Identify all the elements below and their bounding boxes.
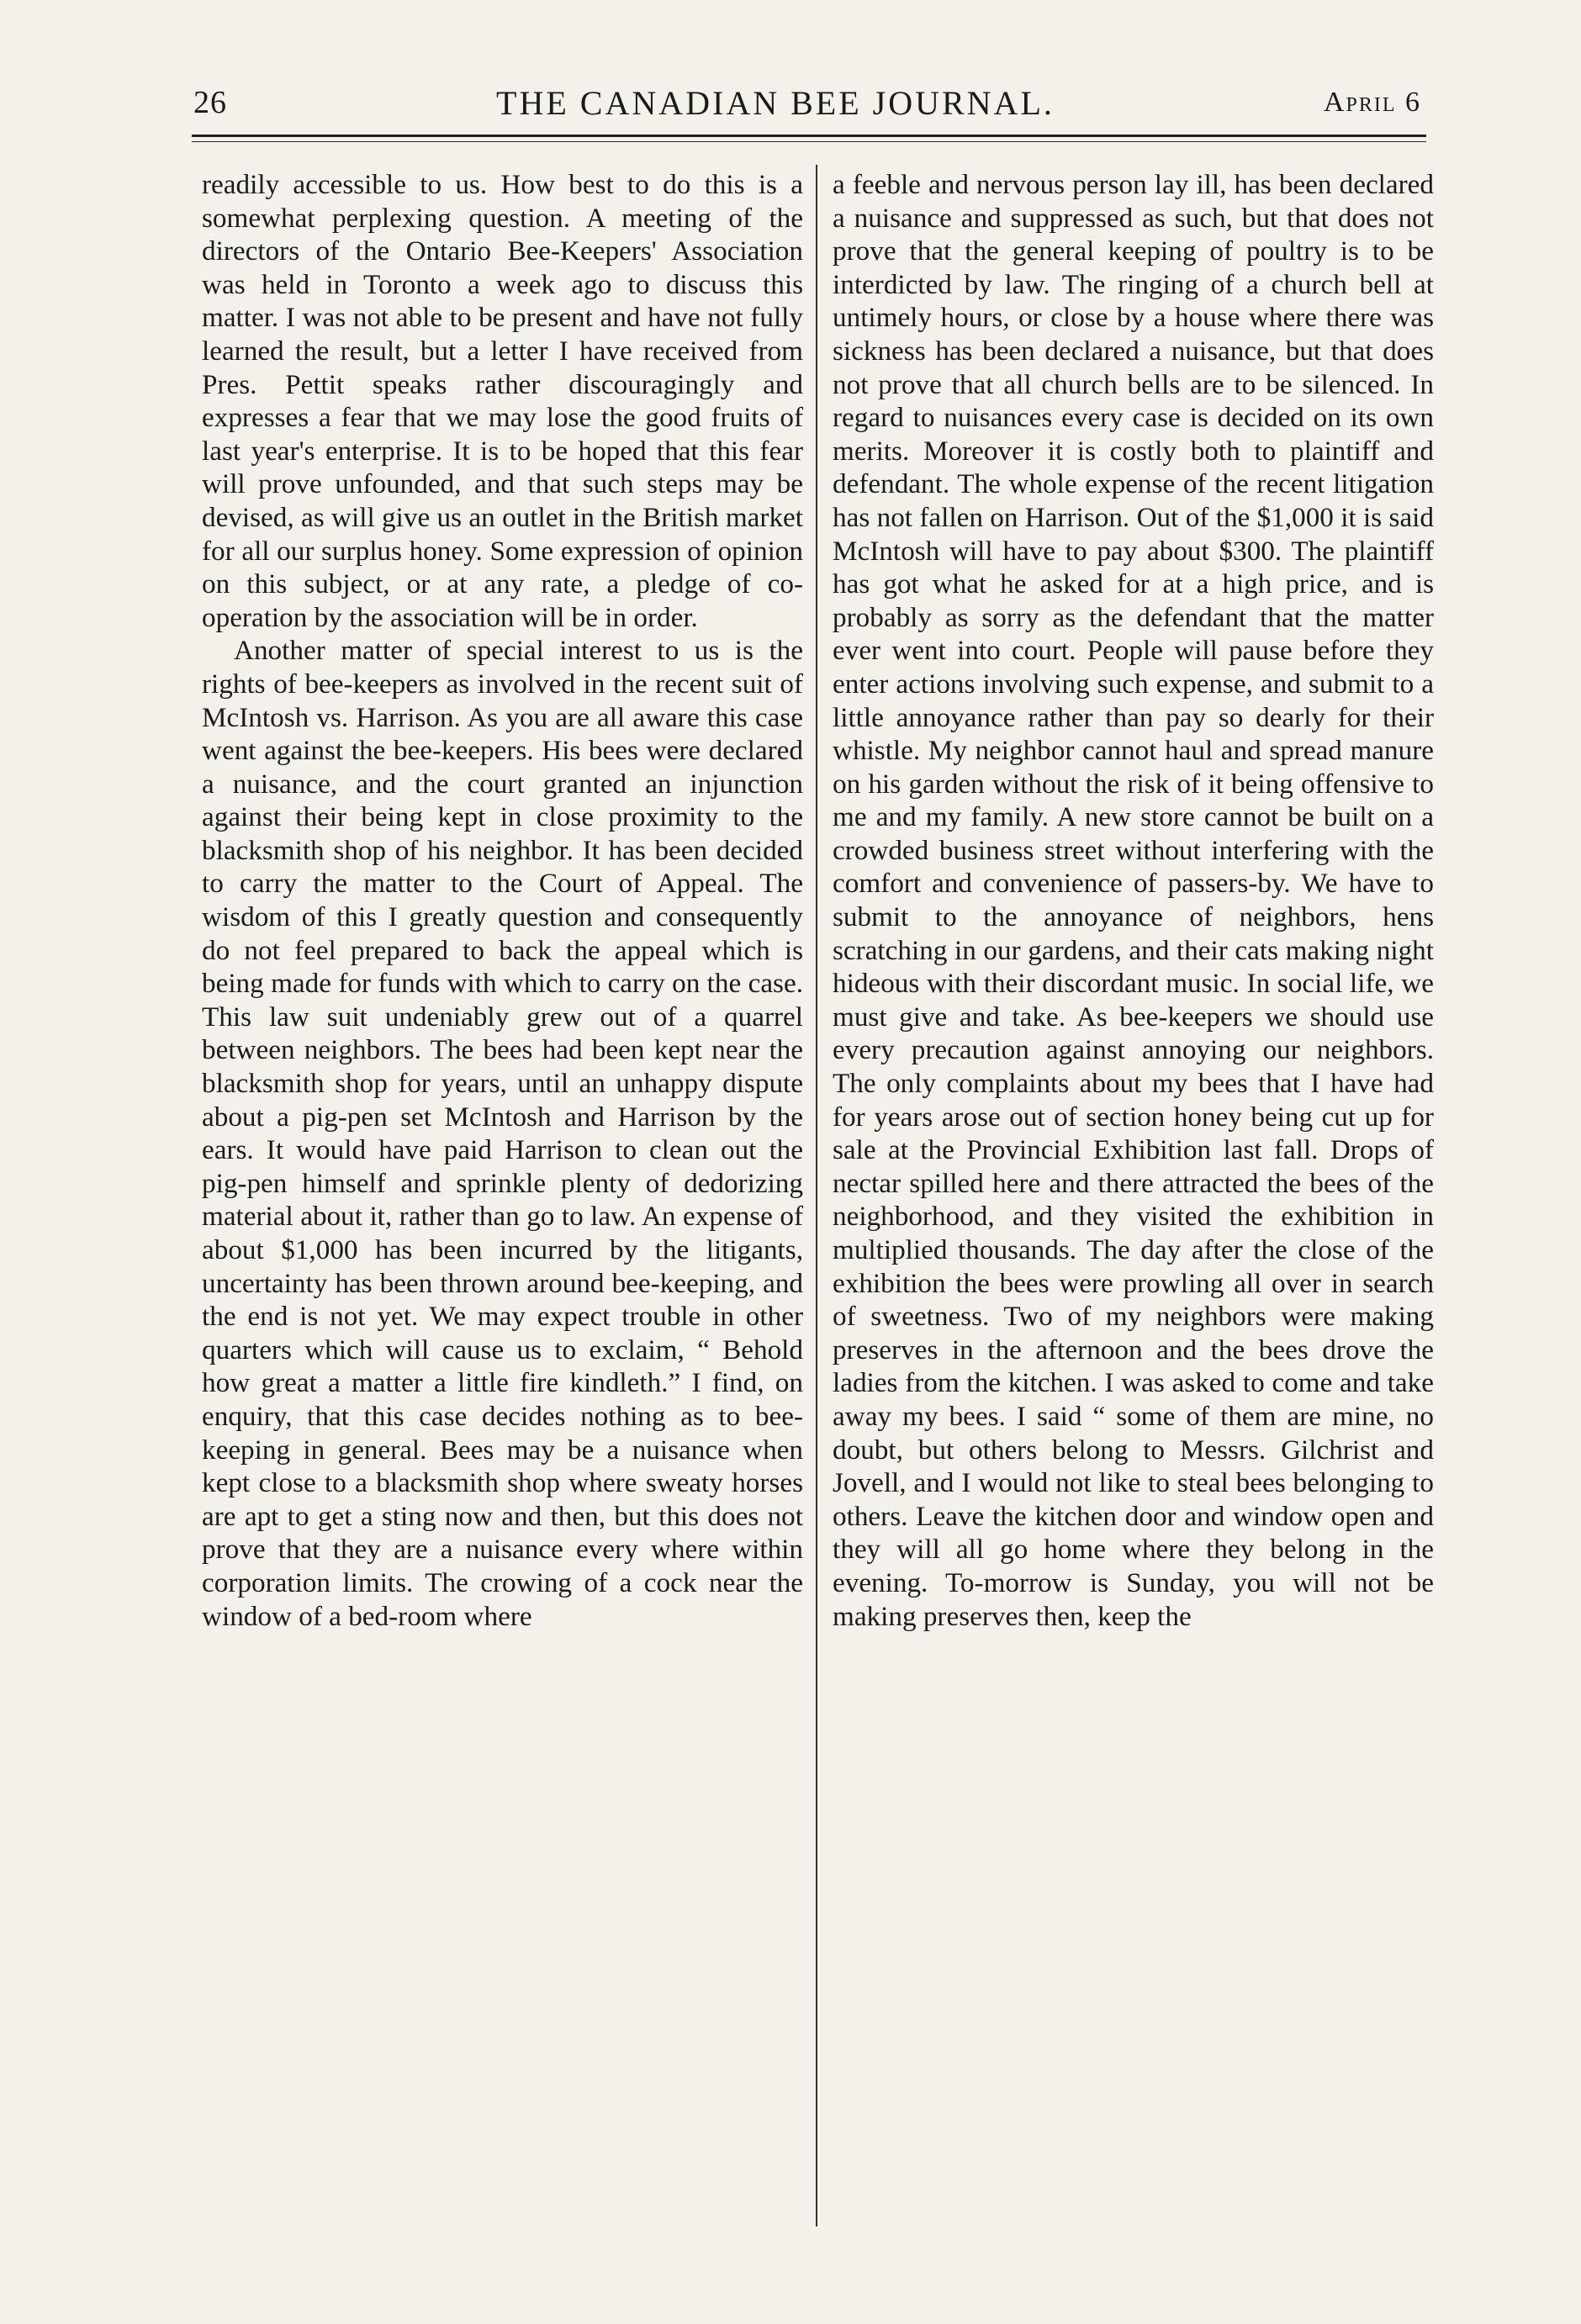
journal-title: THE CANADIAN BEE JOURNAL. [496,83,1055,122]
left-column [202,168,803,2228]
header-rule-thin [192,141,1426,142]
issue-date: April 6 [1323,87,1421,118]
header-rule [192,135,1426,137]
right-column [833,168,1434,2228]
column-divider [816,165,817,2226]
page-number: 26 [193,85,227,120]
paragraph: readily accessible to us. How best to do this is a somewhat perplexing question. A meeting of the directors of the Ontario Bee-Keepers' Association was held in Toronto a week ago to discuss this matter. I was not able to be present and have not fully learned the result, but a letter I have received from Pres. Pettit speaks rather discouragingly and expresses a fear that we may lose the good fruits of last year's enterprise. It is to be hoped that this fear will prove unfounded, and that such steps may be devised, as will give us an outlet in the British market for all our surplus honey. Some expression of opinion on this subject, or at any rate, a pledge of co-operation by the association will be in order. [202,169,803,633]
paragraph: a feeble and nervous person lay ill, has been declared a nuisance and suppressed as such, but that does not prove that the general keeping of poultry is to be interdicted by law. The ringing of a church bell at untimely hours, or close by a house where there was sickness has been declared a nuisance, but that does not prove that all church bells are to be silenced. In regard to nuisances every case is decided on its own merits. Moreover it is costly both to plaintiff and defendant. The whole expense of the recent litigation has not fallen on Harrison. Out of the $1,000 it is said McIntosh will have to pay about $300. The plaintiff has got what he asked for at a high price, and is probably as sorry as the defendant that the matter ever went into court. People will pause before they enter actions involving such expense, and submit to a little annoyance rather than pay so dearly for their whistle. My neighbor cannot haul and spread manure on his garden without the risk of it being offensive to me and my family. A new store cannot be built on a crowded business street without interfering with the comfort and convenience of passers-by. We have to submit to the annoyance of neighbors, hens scratching in our gardens, and their cats making night hideous with their discordant music. In social life, we must give and take. As bee-keepers we should use every precaution against annoying our neighbors. The only complaints about my bees that I have had for years arose out of section honey being cut up for sale at the Provincial Exhibition last fall. Drops of nectar spilled here and there attracted the bees of the neighborhood, and they visited the exhibition in multiplied thousands. The day after the close of the exhibition the bees were prowling all over in search of sweetness. Two of my neighbors were making preserves in the afternoon and the bees drove the ladies from the kitchen. I was asked to come and take away my bees. I said “ some of them are mine, no doubt, but others belong to Messrs. Gilchrist and Jovell, and I would not like to steal bees belonging to others. Leave the kitchen door and window open and they will all go home where they belong in the evening. To-morrow is Sunday, you will not be making preserves then, keep the [833,169,1434,1632]
page-header [193,77,1421,128]
paragraph: Another matter of special interest to us is the rights of bee-keepers as involved in the recent suit of McIntosh vs. Harrison. As you are all aware this case went against the bee-keepers. His bees were declared a nuisance, and the court granted an injunction against their being kept in close proximity to the blacksmith shop of his neighbor. It has been decided to carry the matter to the Court of Appeal. The wisdom of this I greatly question and consequently do not feel prepared to back the appeal which is being made for funds with which to carry on the case. This law suit undeniably grew out of a quarrel between neighbors. The bees had been kept near the blacksmith shop for years, until an unhappy dispute about a pig-pen set McIntosh and Harrison by the ears. It would have paid Harrison to clean out the pig-pen himself and sprinkle plenty of dedorizing material about it, rather than go to law. An expense of about $1,000 has been incurred by the litigants, uncertainty has been thrown around bee-keeping, and the end is not yet. We may expect trouble in other quarters which will cause us to exclaim, “ Behold how great a matter a little fire kindleth.” I find, on enquiry, that this case decides nothing as to bee-keeping in general. Bees may be a nuisance when kept close to a blacksmith shop where sweaty horses are apt to get a sting now and then, but this does not prove that they are a nuisance every where within corporation limits. The crowing of a cock near the window of a bed-room where [202,635,803,1632]
